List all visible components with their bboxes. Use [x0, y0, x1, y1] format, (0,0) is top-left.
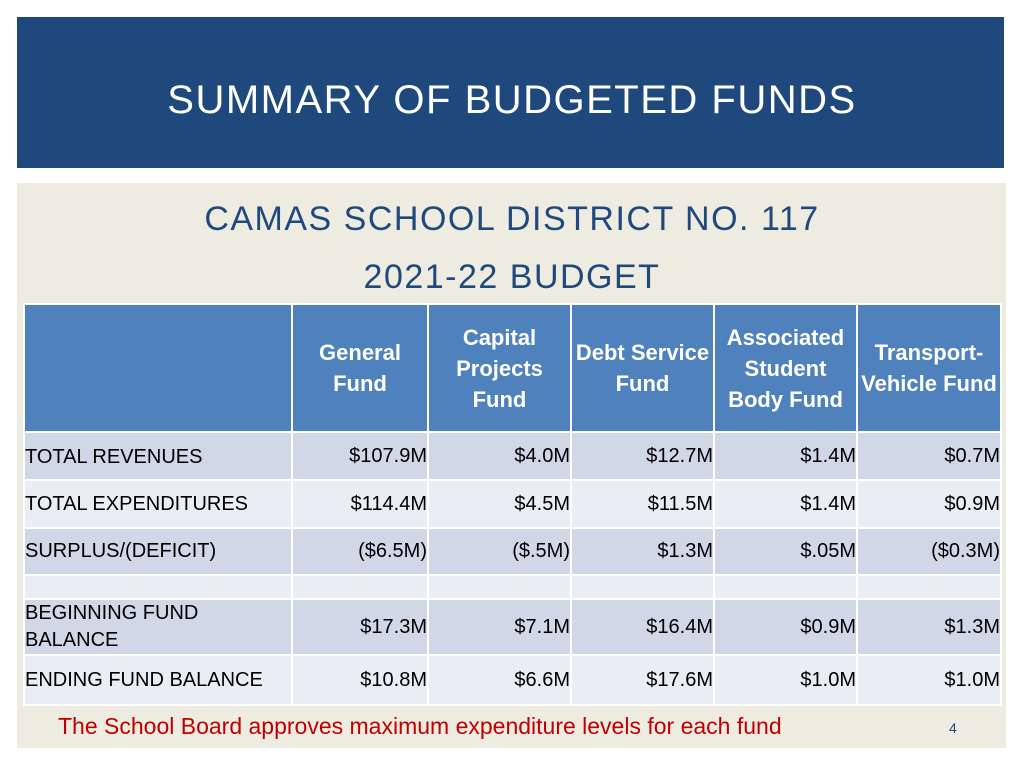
cell-transport: $0.7M: [857, 432, 1001, 480]
cell-capital: $4.0M: [428, 432, 571, 480]
cell-general: $107.9M: [292, 432, 428, 480]
cell-general: ($6.5M): [292, 528, 428, 575]
cell-capital: ($.5M): [428, 528, 571, 575]
cell-asb: $1.0M: [714, 655, 857, 705]
cell-debt-service: $17.6M: [571, 655, 714, 705]
cell-transport: $1.3M: [857, 599, 1001, 655]
district-name: CAMAS SCHOOL DISTRICT NO. 117: [204, 200, 820, 238]
row-total-expenditures: [24, 480, 1001, 528]
header-capital-projects-fund: Capital Projects Fund: [428, 304, 571, 432]
cell-asb: $0.9M: [714, 599, 857, 655]
table-header-row: [24, 304, 1001, 432]
cell-debt-service: $1.3M: [571, 528, 714, 575]
row-label: TOTAL EXPENDITURES: [24, 480, 292, 528]
header-transport-vehicle-fund: Transport- Vehicle Fund: [857, 304, 1001, 432]
spacer-cell: [857, 575, 1001, 599]
cell-transport: $1.0M: [857, 655, 1001, 705]
header-associated-student-body-fund: Associated Student Body Fund: [714, 304, 857, 432]
cell-asb: $1.4M: [714, 432, 857, 480]
header-general-fund: General Fund: [292, 304, 428, 432]
row-label: ENDING FUND BALANCE: [24, 655, 292, 705]
slide-title: SUMMARY OF BUDGETED FUNDS: [167, 78, 857, 122]
page-number: 4: [949, 720, 957, 736]
cell-debt-service: $16.4M: [571, 599, 714, 655]
cell-asb: $1.4M: [714, 480, 857, 528]
cell-transport: $0.9M: [857, 480, 1001, 528]
spacer-cell: [428, 575, 571, 599]
row-label: SURPLUS/(DEFICIT): [24, 528, 292, 575]
cell-general: $10.8M: [292, 655, 428, 705]
cell-capital: $6.6M: [428, 655, 571, 705]
spacer-cell: [571, 575, 714, 599]
cell-capital: $7.1M: [428, 599, 571, 655]
row-surplus-deficit: [24, 528, 1001, 575]
budget-table: [23, 303, 1002, 706]
approval-note: The School Board approves maximum expenditure levels for each fund: [58, 713, 782, 739]
header-label-cell: [24, 304, 292, 432]
cell-general: $114.4M: [292, 480, 428, 528]
spacer-cell: [714, 575, 857, 599]
cell-general: $17.3M: [292, 599, 428, 655]
row-label: BEGINNING FUND BALANCE: [24, 599, 292, 655]
row-beginning-fund-balance: [24, 599, 1001, 655]
spacer-cell: [24, 575, 292, 599]
cell-capital: $4.5M: [428, 480, 571, 528]
cell-debt-service: $11.5M: [571, 480, 714, 528]
spacer-cell: [292, 575, 428, 599]
row-total-revenues: [24, 432, 1001, 480]
row-label: TOTAL REVENUES: [24, 432, 292, 480]
cell-asb: $.05M: [714, 528, 857, 575]
row-spacer: [24, 575, 1001, 599]
cell-debt-service: $12.7M: [571, 432, 714, 480]
row-ending-fund-balance: [24, 655, 1001, 705]
budget-year: 2021-22 BUDGET: [363, 258, 661, 296]
header-debt-service-fund: Debt Service Fund: [571, 304, 714, 432]
cell-transport: ($0.3M): [857, 528, 1001, 575]
